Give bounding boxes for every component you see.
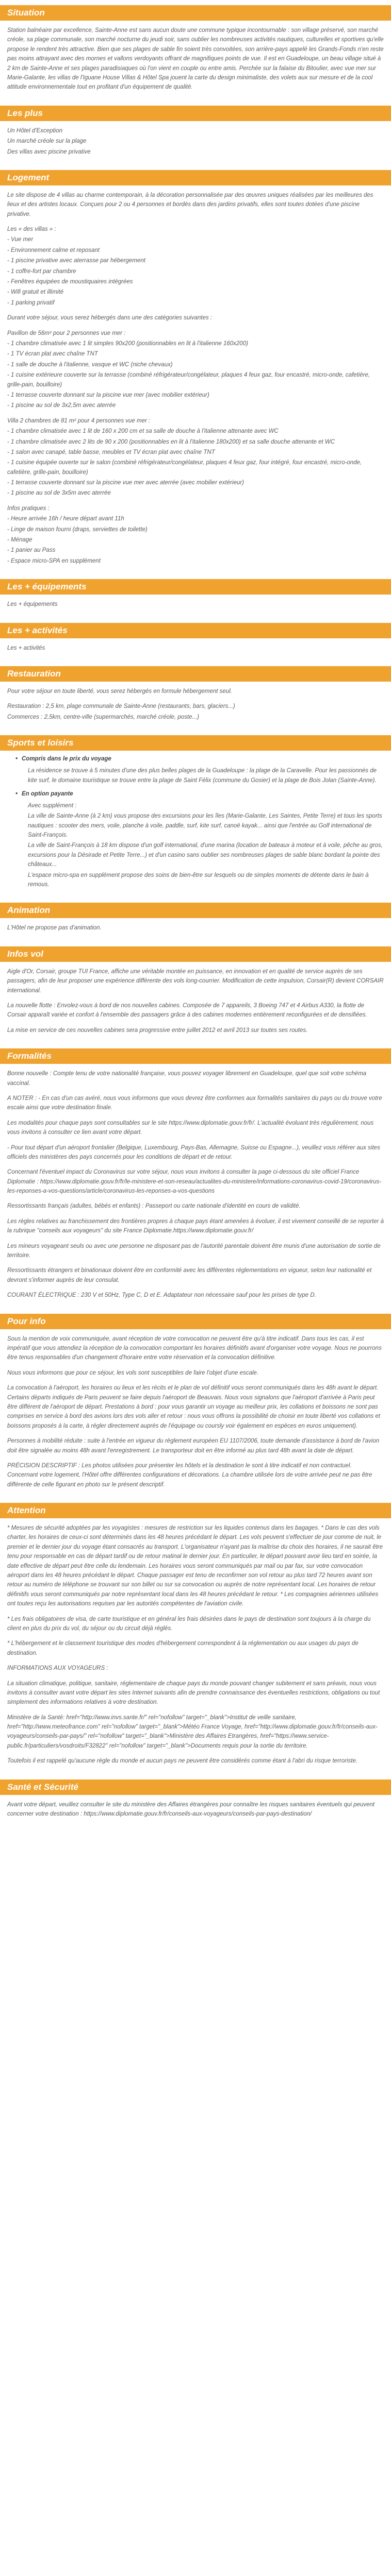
section-equipements	[0, 579, 391, 609]
section-attention	[0, 1503, 391, 1766]
logement-descr-label: Durant votre séjour, vous serez hébergés dans une des catégories suivantes :	[7, 315, 212, 321]
section-activites	[0, 623, 391, 653]
villa-type2-item: - 1 terrasse couverte donnant sur la piscine vue mer avec aterrée (avec mobilier extérieur)	[7, 480, 244, 486]
attention-info-label: INFORMATIONS AUX VOYAGEURS :	[7, 1665, 108, 1672]
logement-villas-item: - Vue mer	[7, 236, 34, 243]
section-pour-info	[0, 1314, 391, 1489]
attention-paragraph: * Mesures de sécurité adoptées par les voyagistes : mesures de restriction sur les liquides contenus dans les bagages. * Dans le cas des vols charter, les horaires de ceux-ci sont déterminés dans les 48 heures précédant le départ. Les vols peuvent s'effectuer de jour comme de nuit, le premier et le dernier jour du voyage étant consacrés au transport. L'organisateur n'ayant pas la maîtrise du choix des horaires, il ne saurait être tenu pour responsable en cas de départ tardif ou de retour matinal le dernier jour. En particulier, le départ pouvant avoir lieu tard en soirée, la date effective de départ peut être celle du lendemain. Les horaires vous seront communiqués par mail ou par fax, sur votre convocation aéroport dans les 48 heures précédant le départ. Chaque passager est tenu de reconfirmer son vol retour au plus tard 72 heures avant son retour au numéro de téléphone se trouvant sur son billet ou sur sa convocation ou auprès de notre représentant local. Les horaires de retour définitifs vous seront communiqués par notre représentant local dans les 48 heures précédant le retour. * Les compagnies aériennes utilisées ont toutes reçu les autorisations requises par les autorités compétentes de l'aviation civile.	[7, 1525, 383, 1607]
logement-villas-item: - Fenêtres équipées de moustiquaires intégrées	[7, 279, 133, 285]
section-sante	[0, 1780, 391, 1819]
villa-type1-item: - 1 salle de douche à l'italienne, vasque et WC (niche chevaux)	[7, 361, 173, 368]
attention-paragraph: * Les frais obligatoires de visa, de carte touristique et en général les frais désirées dans le pays de destination sont toujours à la charge du client en plus du prix du vol, du séjour ou du circuit déjà réglés.	[7, 1616, 371, 1632]
logement-info-item: - Ménage	[7, 537, 32, 544]
pour-info-paragraph: La convocation à l'aéroport, les horaires ou lieux et les récits et le plan de vol définitif vous seront communiqués dans les 48h avant le départ. Certains départs indiqués de Paris peuvent se faire depuis l'aéroport de Beauvais. Nous vous signalons que l'aéroport d'arrivée à Paris peut être différent de l'aéroport de départ. Prestations à bord : pour vous garantir un voyage au meilleur prix, les collations et boissons ne sont pas comprises en service à bord des avions lors des vols aller et retour : nous vous offrons la possibilité de choisir en toute liberté vos collations et boissons proposés à la carte, à régler directement auprès de l'équipage ou coursly voir également en espèces en euros uniquement).	[7, 1385, 380, 1429]
section-heading-plus: Les plus	[0, 106, 391, 121]
villa-type1-title: Pavillon de 56m² pour 2 personnes vue mer :	[7, 330, 126, 336]
section-heading-pour-info: Pour info	[0, 1314, 391, 1329]
logement-intro: Le site dispose de 4 villas au charme contemporain, à la décoration personnalisée par des œuvres uniques réalisées par les meilleures des lieux et des artistes locaux. Conçues pour 2 ou 4 personnes et bordés dans des jardins privatifs, elles sont toutes dotées d'une piscine privative.	[7, 192, 373, 217]
formalites-paragraph: COURANT ÉLECTRIQUE : 230 V et 50Hz, Type C, D et E. Adaptateur non nécessaire sauf pour les prises de type D.	[7, 1292, 316, 1299]
logement-info-item: - Espace micro-SPA en supplément	[7, 557, 101, 564]
section-heading-sports: Sports et loisirs	[0, 735, 391, 751]
restauration-paragraph: Pour votre séjour en toute liberté, vous serez hébergés en formule hébergement seul.	[7, 688, 232, 694]
pour-info-paragraph: Nous vous informons que pour ce séjour, les vols sont susceptibles de faire l'objet d'une escale.	[7, 1369, 259, 1376]
plus-item: Des villas avec piscine privative	[7, 148, 91, 155]
villa-type2-item: - 1 piscine au sol de 3x5m avec aterrée	[7, 490, 111, 497]
activites-text: Les + activités	[7, 645, 45, 651]
logement-villas-item: - Wifi gratuit et illimité	[7, 289, 64, 296]
section-plus	[0, 106, 391, 157]
logement-villas-item: - 1 coffre-fort par chambre	[7, 268, 76, 275]
section-heading-attention: Attention	[0, 1503, 391, 1518]
formalites-paragraph: Ressortissants français (adultes, bébés et enfants) : Passeport ou carte nationale d'identité en cours de validité.	[7, 1203, 301, 1210]
logement-info-item: - Linge de maison fourni (draps, serviettes de toilette)	[7, 526, 148, 533]
sports-bullet-included: • Compris dans le prix du voyage	[22, 756, 384, 762]
logement-villas-item: - 1 parking privatif	[7, 299, 55, 306]
plus-item: Un marché créole sur la plage	[7, 138, 87, 145]
animation-paragraph: L'Hôtel ne propose pas d'animation.	[7, 925, 102, 931]
logement-info-item: - Heure arrivée 16h / heure départ avant 11h	[7, 516, 124, 522]
attention-links-paragraph: Ministère de la Santé: href="http://www.invs.sante.fr/" rel="nofollow" target="_blank">Institut de veille sanitaire, href="http://www.meteofrance.com" rel="nofollow" target="_blank">Météo France Voyage, href="http://www.diplomatie.gouv.fr/fr/conseils-aux-voyageurs/conseils-par-pays/" rel="nofollow" target="_blank">Ministère des Affaires Etrangères, href="https://www.service-public.fr/particuliers/vosdroits/F32822" rel="nofollow" target="_blank">Documents requis pour la sortie du territoire.	[7, 1714, 378, 1749]
villa-type2-item: - 1 chambre climatisée avec 2 lits de 90 x 200 (positionnables en lit à l'italienne 180x200) et sa salle douche attenante et WC	[7, 438, 335, 445]
attention-paragraph: La situation climatique, politique, sanitaire, réglementaire de chaque pays du monde pouvant changer subitement et sans préavis, nous vous invitons à consulter avant votre départ les sites Internet suivants afin de prendre connaissance des éventuelles restrictions, obligations ou tout simplement des informations relatives à votre destination.	[7, 1680, 380, 1706]
logement-villas-item: - Environnement calme et reposant	[7, 247, 100, 253]
pour-info-paragraph: PRÉCISION DESCRIPTIF : Les photos utilisées pour présenter les hôtels et la destination le sont à titre indicatif et non contractuel. Concernant votre logement, l'Hôtel offre différentes configurations et décorations. La chambre utilisée lors de votre arrivée peut ne pas être différente de celle figurant en photo sur le présent descriptif.	[7, 1462, 372, 1488]
logement-info-label: Infos pratiques :	[7, 505, 50, 512]
logement-info-item: - 1 panier au Pass	[7, 547, 56, 554]
section-situation	[0, 5, 391, 92]
sports-option-item: Avec supplément :	[28, 802, 77, 809]
section-heading-formalites: Formalités	[0, 1048, 391, 1064]
section-infos-vol	[0, 946, 391, 1035]
formalites-paragraph: Concernant l'éventuel impact du Coronavirus sur votre séjour, nous vous invitons à consulter la page ci-dessous du site officiel France Diplomatie : https://www.diplomatie.gouv.fr/fr/le-ministere-et-son-reseau/actualites-du-ministere/informations-coronavirus-covid-19/coronavirus-les-reponses-a-vos-questions/article/coronavirus-les-reponses-a-vos-questions	[7, 1169, 382, 1195]
logement-villas-label: Les « des villas » :	[7, 226, 56, 233]
section-animation	[0, 903, 391, 933]
infos-vol-paragraph: La mise en service de ces nouvelles cabines sera progressive entre juillet 2012 et avril 2013 sur toutes ses routes.	[7, 1027, 308, 1033]
formalites-paragraph: Les modalités pour chaque pays sont consultables sur le site https://www.diplomatie.gouv.fr/fr/. L'actualité évoluant très régulièrement, nous vous invitons à consulter ce lien avant votre départ.	[7, 1120, 374, 1136]
section-sports	[0, 735, 391, 889]
sports-option-item: L'espace micro-spa en supplément propose des soins de bien-être sur lesquels ou de simples moments de détente dans le bain à remous.	[28, 872, 369, 888]
plus-item: Un Hôtel d'Exception	[7, 127, 63, 134]
villa-type1-item: - 1 terrasse couverte donnant sur la piscine vue mer (avec mobilier extérieur)	[7, 392, 209, 398]
logement-villas-item: - 1 piscine privative avec aterrasse par hébergement	[7, 258, 145, 264]
formalites-paragraph: Les règles relatives au franchissement des frontières propres à chaque pays étant amenées à évoluer, il est vivement conseillé de se reporter à la rubrique "conseils aux voyageurs" du site France Diplomatie.https://www.diplomatie.gouv.fr/	[7, 1218, 384, 1234]
equipements-text: Les + équipements	[7, 601, 58, 608]
section-heading-restauration: Restauration	[0, 666, 391, 682]
infos-vol-paragraph: Aigle d'Or, Corsair, groupe TUI France, affiche une véritable montée en puissance, en innovation et en qualité de service auprès de ses passagers, afin de leur proposer une expérience différente des vols long-courrier. Modification de cette impulsion, Corsair(R) devient CORSAIR international.	[7, 968, 384, 994]
formalites-paragraph: Ressortissants étrangers et binationaux doivent être en conformité avec les différentes réglementations en vigueur, selon leur nationalité et devront s'informer auprès de leur consulat.	[7, 1267, 372, 1283]
villa-type1-item: - 1 cuisine extérieure couverte sur la terrasse (combiné réfrigérateur/congélateur, plaques 4 feux gaz, four encastré, micro-onde, cafetière, grille-pain, bouilloire)	[7, 372, 370, 388]
attention-paragraph: * L'hébergement et le classement touristique des modes d'hébergement correspondent à la réglementation ou aux usages du pays de destination.	[7, 1640, 359, 1656]
restauration-paragraph: Restauration : 2,5 km, plage communale de Sainte-Anne (restaurants, bars, glaciers...)	[7, 703, 235, 710]
situation-paragraph: Station balnéaire par excellence, Sainte-Anne est sans aucun doute une commune typique incontournable : son village préservé, son marché créole, sa plage communale, son marché nocturne du jeudi soir, sans oublier les nombreuses activités nautiques, culturelles et sportives qu'elle propose le rendent très attractive. Bien que ses plages de sable fin soient très convoitées, son arrière-pays appelé les Grands-Fonds n'en reste pas moins attrayant avec des mornes et vallons verdoyants offrant de magnifiques points de vue. Il est en Guadeloupe, un beau village situé à 2 km de Sainte-Anne et ses plages paradisiaques où l'on vient en couple ou entre amis. Perchée sur la falaise du Bitoulier, avec vue mer sur Marie-Galante, les villas de l'Iguane House Villas & Hôtel Spa jouent la carte du design minimaliste, des volets aux sur mesure et de la cool attitude environnementale tout en profitant d'un équipement de qualité.	[7, 27, 384, 91]
formalites-paragraph: Les mineurs voyageant seuls ou avec une personne ne disposant pas de l'autorité parentale doivent être munis d'une autorisation de sortie de territoire.	[7, 1243, 381, 1259]
sports-included-text: La résidence se trouve à 5 minutes d'une des plus belles plages de la Guadeloupe : la plage de la Caravelle. Pour les passionnés de kite surf, le domaine touristique se trouve entre la plage de Saint Félix (commune du Gosier) et la plage de Bois Jolan (Sainte-Anne).	[28, 768, 377, 784]
attention-paragraph: Toutefois il est rappelé qu'aucune règle du monde et aucun pays ne peuvent être considérés comme étant à l'abri du risque terroriste.	[7, 1758, 358, 1765]
formalites-paragraph: - Pour tout départ d'un aéroport frontalier (Belgique, Luxembourg, Pays-Bas, Allemagne, Suisse ou Espagne...), veuillez vous référer aux sites officiels des ministères des pays concernés pour les conditions de départ et de retour.	[7, 1144, 380, 1160]
villa-type2-item: - 1 cuisine équipée ouverte sur le salon (combiné réfrigérateur/congélateur, plaques 4 feux gaz, four intégré, four encastré, micro-onde, cafetière, grille-pain, bouilloire)	[7, 460, 362, 476]
sante-paragraph: Avant votre départ, veuillez consulter le site du ministère des Affaires étrangères pour connaître les risques sanitaires éventuels qui peuvent concerner votre destination : https://www.diplomatie.gouv.fr/fr/conseils-aux-voyageurs/conseils-par-pays-destination/	[7, 1801, 375, 1818]
section-heading-animation: Animation	[0, 903, 391, 918]
formalites-paragraph: A NOTER : - En cas d'un cas avéré, nous vous informons que vous devrez être conformes aux formalités sanitaires du pays ou du trouve votre escale ainsi que votre destination finale.	[7, 1095, 382, 1111]
formalites-paragraph: Bonne nouvelle : Compte tenu de votre nationalité française, vous pouvez voyager librement en Guadeloupe, quel que soit votre schéma vaccinal.	[7, 1071, 367, 1087]
sports-option-item: La ville de Sainte-Anne (à 2 km) vous propose des excursions pour les îles (Marie-Galante, Les Saintes, Petite Terre) et tous les sports nautiques : scooter des mers, voile, planche à voile, paddle, surf, kite surf, canoë kayak... ainsi que l'entrée au Golf international de Saint-François.	[28, 813, 382, 839]
section-formalites	[0, 1048, 391, 1300]
section-heading-sante: Santé et Sécurité	[0, 1780, 391, 1795]
sports-bullet-option: • En option payante	[22, 791, 384, 797]
villa-type2-title: Villa 2 chambres de 81 m² pour 4 personnes vue mer :	[7, 417, 151, 424]
pour-info-paragraph: Sous la mention de voix communiquée, avant réception de votre convocation ne peuvent être qu'à titre indicatif. Dans tous les cas, il est impératif que vous attendiez la réception de la convocation comportant les horaires définitifs avant d'organiser votre voyage. Nous ne pourrons être tenus responsables d'un changement d'horaire entre votre réservation et la convocation définitive.	[7, 1335, 382, 1361]
section-heading-activites: Les + activités	[0, 623, 391, 638]
villa-type1-item: - 1 piscine au sol de 3x2,5m avec aterrée	[7, 402, 116, 409]
section-heading-situation: Situation	[0, 5, 391, 21]
section-heading-infos-vol: Infos vol	[0, 946, 391, 962]
villa-type1-item: - 1 TV écran plat avec chaîne TNT	[7, 351, 98, 358]
sports-option-item: La ville de Saint-François à 18 km dispose d'un golf international, d'une marina (location de bateaux à moteur et à voile, pêche au gros, excursions pour la Désirade et Petite Terre...) et d'un casino sans oublier ses nombreuses plages de sable blanc bordant la pointe des châteaux...	[28, 842, 383, 868]
section-heading-equipements: Les + équipements	[0, 579, 391, 595]
villa-type2-item: - 1 salon avec canapé, table basse, meubles et TV écran plat avec chaîne TNT	[7, 449, 215, 455]
section-logement	[0, 170, 391, 566]
villa-type1-item: - 1 chambre climatisée avec 1 lit simples 90x200 (positionnables en lit à l'italienne 160x200)	[7, 340, 248, 347]
restauration-paragraph: Commerces : 2,5km, centre-ville (supermarchés, marché créole, poste...)	[7, 714, 199, 720]
villa-type2-item: - 1 chambre climatisée avec 1 lit de 160 x 200 cm et sa salle de douche à l'italienne attenante avec WC	[7, 428, 279, 435]
section-heading-logement: Logement	[0, 170, 391, 185]
pour-info-paragraph: Personnes à mobilité réduite : suite à l'entrée en vigueur du règlement européen EU 1107/2006, toute demande d'assistance à bord de l'avion doit être signalée au moins 48h avant l'enregistrement. Le transporteur doit en être informé au plus tard 48h avant la date de départ.	[7, 1438, 380, 1454]
infos-vol-paragraph: La nouvelle flotte : Envolez-vous à bord de nos nouvelles cabines. Composée de 7 appareils, 3 Boeing 747 et 4 Airbus A330, la flotte de Corsair apparaît variée et confort à l'ensemble des passagers grâce à des cabines modernes entièrement reconfigurées et de densifiées.	[7, 1003, 367, 1019]
section-restauration	[0, 666, 391, 722]
